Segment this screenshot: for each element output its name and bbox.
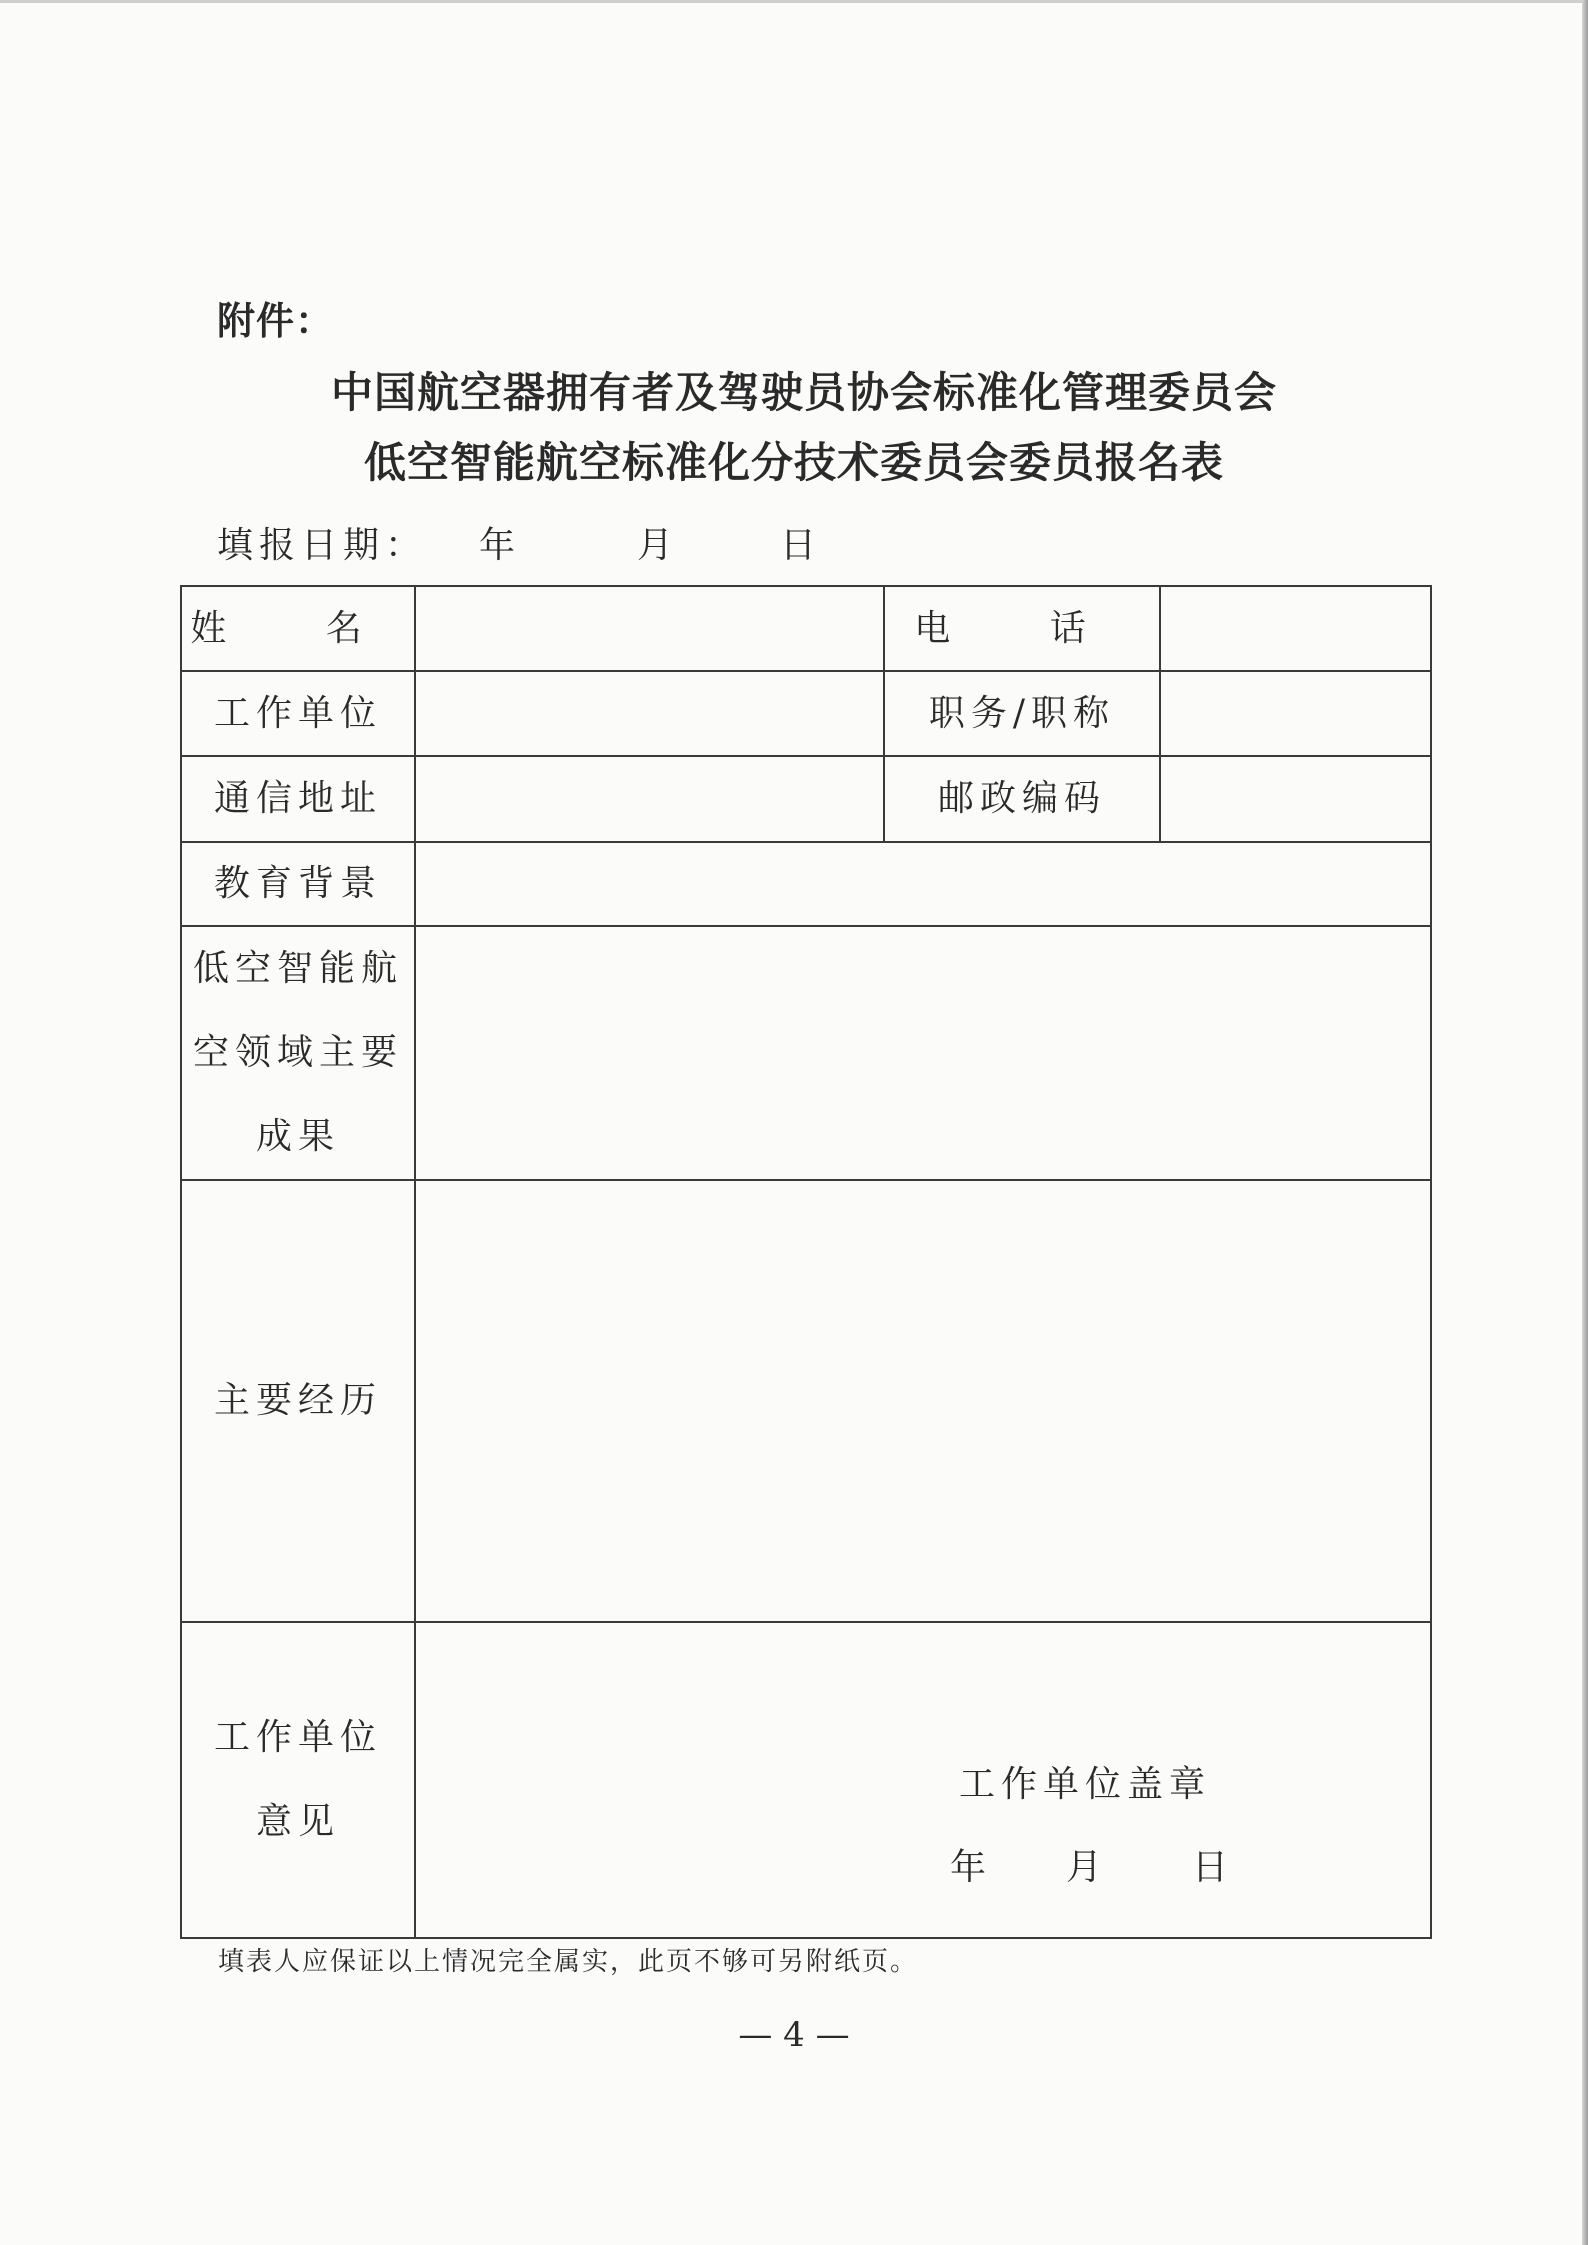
name-field[interactable] <box>415 586 884 671</box>
scan-right-edge <box>1582 0 1588 2245</box>
achievements-label-line-1: 低空智能航 <box>192 948 403 989</box>
achievements-field[interactable] <box>415 926 1431 1180</box>
achievements-label-line-2: 空领域主要 <box>192 1032 403 1073</box>
row-employer-opinion <box>181 1622 1431 1938</box>
attachment-label: 附件： <box>217 299 335 343</box>
opinion-label <box>181 1622 415 1938</box>
opinion-label-line-1: 工作单位 <box>213 1717 382 1758</box>
row-employer-position <box>181 671 1431 756</box>
fill-date-day: 日 <box>780 525 823 566</box>
row-address-postcode <box>181 756 1431 842</box>
row-name-phone <box>181 586 1431 671</box>
postcode-field[interactable] <box>1160 756 1431 842</box>
education-field[interactable] <box>415 842 1431 926</box>
opinion-field[interactable] <box>415 1622 1431 1938</box>
scan-top-edge <box>0 0 1588 3</box>
postcode-label: 邮政编码 <box>884 756 1160 842</box>
phone-field[interactable] <box>1160 586 1431 671</box>
stamp-date-month: 月 <box>1066 1847 1109 1888</box>
address-field[interactable] <box>415 756 884 842</box>
name-label: 姓 名 <box>181 586 415 671</box>
experience-label: 主要经历 <box>181 1180 415 1622</box>
row-achievements <box>181 926 1431 1180</box>
address-label: 通信地址 <box>181 756 415 842</box>
footnote: 填表人应保证以上情况完全属实，此页不够可另附纸页。 <box>218 1947 919 1977</box>
achievements-label-line-3: 成果 <box>255 1116 340 1157</box>
fill-date-label: 填报日期： <box>217 525 428 566</box>
employer-field[interactable] <box>415 671 884 756</box>
row-experience <box>181 1180 1431 1622</box>
phone-label: 电 话 <box>884 586 1160 671</box>
fill-date-month: 月 <box>637 525 680 566</box>
page-number: — 4 — <box>738 2015 850 2055</box>
form-title-line-1: 中国航空器拥有者及驾驶员协会标准化管理委员会 <box>330 368 1277 417</box>
stamp-date-year: 年 <box>950 1847 993 1888</box>
position-label: 职务/职称 <box>884 671 1160 756</box>
education-label: 教育背景 <box>181 842 415 926</box>
opinion-label-line-2: 意见 <box>255 1801 340 1842</box>
achievements-label <box>181 926 415 1180</box>
stamp-date-day: 日 <box>1192 1847 1235 1888</box>
registration-form-table <box>180 585 1432 1939</box>
fill-date-year: 年 <box>479 525 522 566</box>
employer-label: 工作单位 <box>181 671 415 756</box>
experience-field[interactable] <box>415 1180 1431 1622</box>
position-field[interactable] <box>1160 671 1431 756</box>
row-education <box>181 842 1431 926</box>
employer-stamp-label: 工作单位盖章 <box>959 1764 1212 1805</box>
form-title-line-2: 低空智能航空标准化分技术委员会委员报名表 <box>363 438 1224 487</box>
